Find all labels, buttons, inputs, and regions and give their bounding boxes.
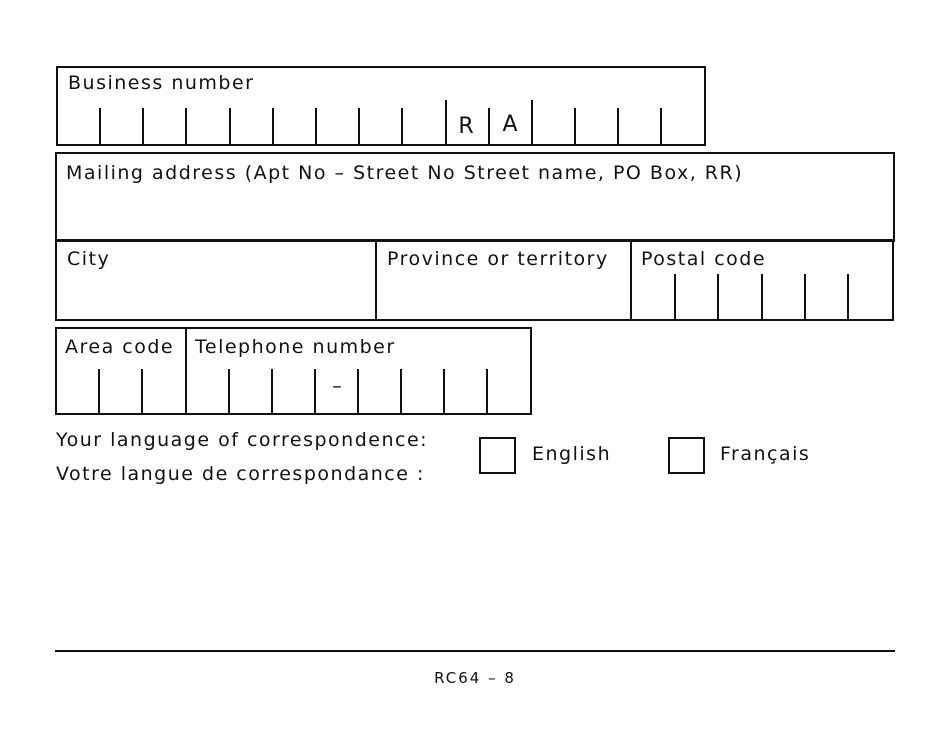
postal-code-cells — [630, 239, 894, 321]
postal-code-label: Postal code — [641, 248, 767, 270]
province-label: Province or territory — [387, 248, 609, 270]
telephone-cells — [185, 327, 532, 415]
form-id: RC64 – 8 — [434, 669, 516, 687]
telephone-label: Telephone number — [195, 336, 396, 358]
area-code-cells — [55, 327, 187, 415]
language-label-en: Your language of correspondence: — [56, 429, 429, 451]
city-label: City — [67, 248, 111, 270]
language-label-fr: Votre langue de correspondance : — [56, 463, 425, 485]
francais-checkbox[interactable] — [668, 437, 705, 474]
telephone-separator: – — [332, 375, 342, 397]
mailing-address-label: Mailing address (Apt No – Street No Street name, PO Box, RR) — [66, 162, 744, 184]
program-letter-r: R — [458, 114, 474, 139]
program-letter-a: A — [502, 112, 518, 137]
business-number-label: Business number — [68, 72, 255, 94]
english-checkbox[interactable] — [479, 437, 516, 474]
english-option-label: English — [532, 443, 612, 465]
footer-rule — [55, 650, 895, 652]
area-code-label: Area code — [65, 336, 175, 358]
francais-option-label: Français — [720, 443, 811, 465]
business-number-cells[interactable] — [56, 66, 706, 146]
